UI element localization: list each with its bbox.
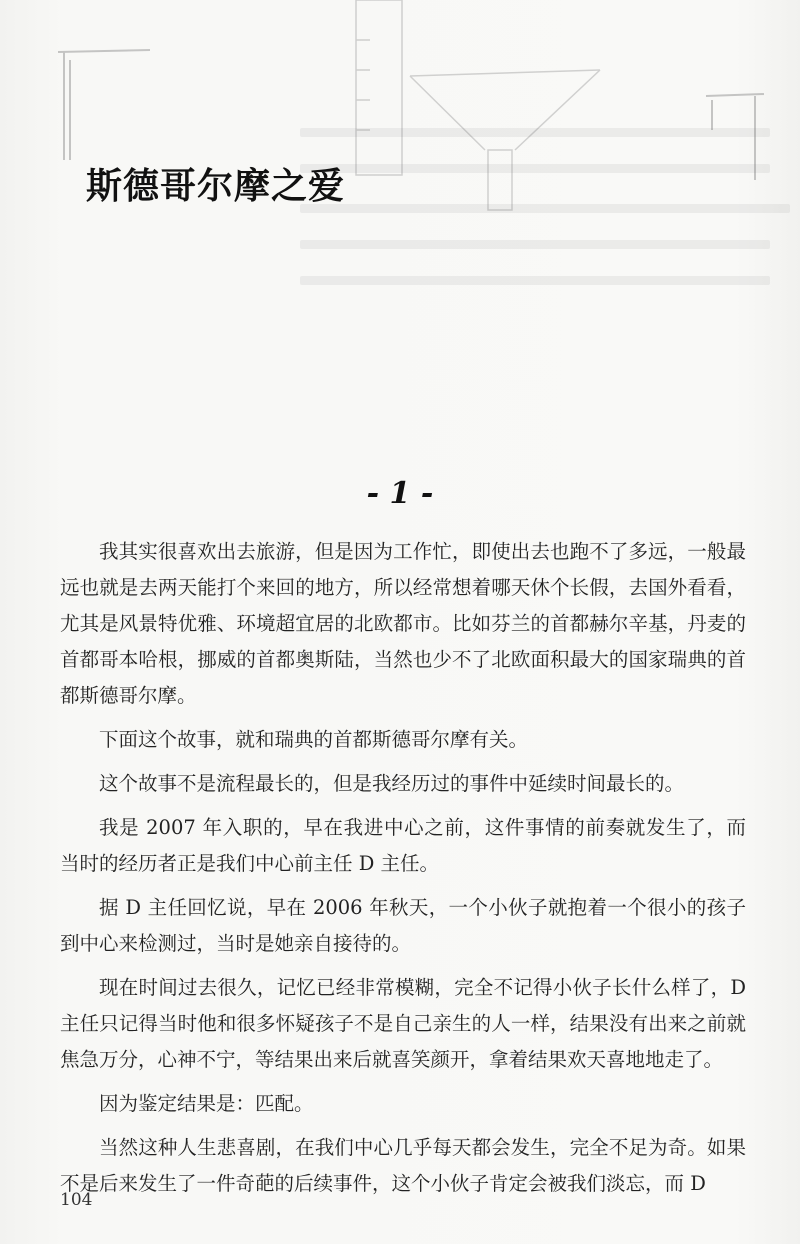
paragraph: 我其实很喜欢出去旅游，但是因为工作忙，即使出去也跑不了多远，一般最远也就是去两天能打个来回的地方，所以经常想着哪天休个长假，去国外看看，尤其是风景特优雅、环境超宜居的北欧都市。比如芬兰的首都赫尔辛基，丹麦的首都哥本哈根，挪威的首都奥斯陆，当然也少不了北欧面积最大的国家瑞典的首都斯德哥尔摩。 [60,540,746,707]
paragraph: 现在时间过去很久，记忆已经非常模糊，完全不记得小伙子长什么样了，D 主任只记得当时他和很多怀疑孩子不是自己亲生的人一样，结果没有出来之前就焦急万分，心神不宁，等结果出来后就喜笑颜开，拿着结果欢天喜地地走了。 [60,976,746,1071]
paragraph: 这个故事不是流程最长的，但是我经历过的事件中延续时间最长的。 [99,772,685,795]
paragraph: 当然这种人生悲喜剧，在我们中心几乎每天都会发生，完全不足为奇。如果不是后来发生了一件奇葩的后续事件，这个小伙子肯定会被我们淡忘，而 D [60,1136,746,1195]
page-number: 104 [60,1190,93,1210]
chapter-title: 斯德哥尔摩之爱 [86,166,346,207]
bleed-through-line [300,240,770,249]
bleed-through-line [300,164,770,173]
bleed-through-line [300,204,790,213]
bleed-through-line [300,128,770,137]
paragraph: 因为鉴定结果是：匹配。 [99,1092,314,1115]
paragraph: 我是 2007 年入职的，早在我进中心之前，这件事情的前奏就发生了，而当时的经历者正是我们中心前主任 D 主任。 [60,816,746,875]
paragraph: 下面这个故事，就和瑞典的首都斯德哥尔摩有关。 [99,728,529,751]
bleed-through-line [300,276,770,285]
body-text [60,534,746,1210]
section-number: - 1 - [366,476,434,511]
paragraph: 据 D 主任回忆说，早在 2006 年秋天，一个小伙子就抱着一个很小的孩子到中心来检测过，当时是她亲自接待的。 [60,896,746,955]
